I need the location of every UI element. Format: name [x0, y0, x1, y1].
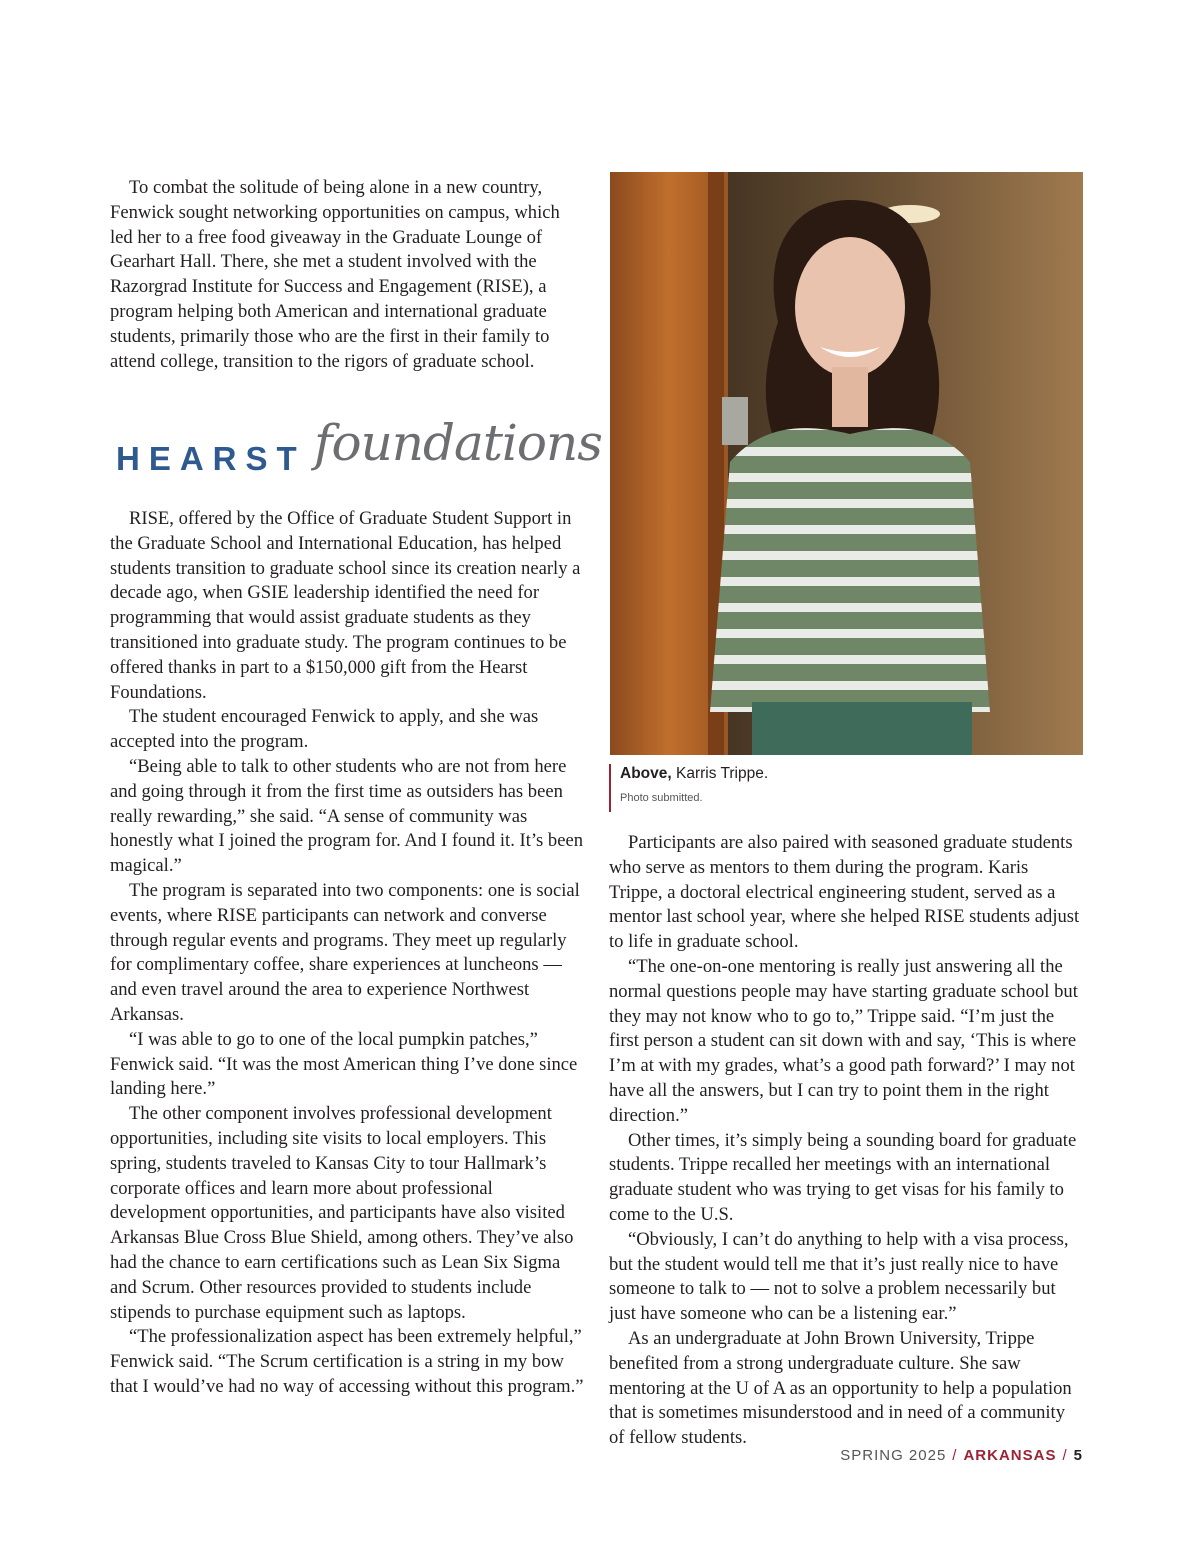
caption-text [620, 764, 768, 784]
paragraph: The other component involves professional development opportunities, including site visits to local employers. This spring, students traveled to Kansas City to tour Hallmark’s corporate offices and learn more about professional development opportunities, and participants have also visited Arkansas Blue Cross Blue Shield, among others. They’ve also had the chance to earn certifications such as Lean Six Sigma and Scrum. Other resources provided to students include stipends to purchase equipment such as laptops. [110, 1103, 574, 1323]
paragraph: The program is separated into two components: one is social events, where RISE participants can network and converse through regular events and programs. They meet up regularly for complimentary coffee, share experiences at luncheons — and even travel around the area to experience Northwest Arkansas. [110, 879, 580, 1025]
paragraph: To combat the solitude of being alone in a new country, Fenwick sought networking opportunities on campus, which led her to a free food giveaway in the Graduate Lounge of Gearhart Hall. There, she met a student involved with the Razorgrad Institute for Success and Engagement (RISE), a program helping both American and international graduate students, primarily those who are the first in their family to attend college, transition to the rigors of graduate school. [110, 177, 560, 372]
photo-caption [609, 764, 768, 812]
article-column-right [609, 831, 1085, 1451]
portrait-photo [610, 172, 1083, 755]
paragraph: Participants are also paired with seasoned graduate students who serve as mentors to them during the program. Karis Trippe, a doctoral electrical engineering student, served as a mentor last school year, where she helped RISE students adjust to life in graduate school. [609, 832, 1080, 953]
page-number: 5 [1073, 1447, 1083, 1464]
page-footer [840, 1447, 1083, 1464]
paragraph: Other times, it’s simply being a sounding board for graduate students. Trippe recalled her meetings with an international graduate student who was trying to get visas for his family to come to the U.S. [609, 1129, 1077, 1225]
article-column-left-top [110, 176, 584, 374]
caption-lead: Above, [620, 765, 672, 782]
issue-label: SPRING 2025 [840, 1447, 947, 1464]
paragraph: “The professionalization aspect has been extremely helpful,” Fenwick said. “The Scrum certification is a string in my bow that I would’ve had no way of accessing without this program.” [110, 1326, 584, 1397]
hearst-foundations-logo [116, 414, 602, 494]
paragraph: “Obviously, I can’t do anything to help with a visa process, but the student would tell me that it’s just really nice to have someone to talk to — not to solve a problem necessarily but just have someone who can be a listening ear.” [609, 1228, 1069, 1325]
photo-credit: Photo submitted. [620, 792, 703, 804]
logo-word-hearst: HEARST [116, 440, 306, 477]
footer-separator: / [952, 1447, 958, 1464]
magazine-name: ARKANSAS [963, 1447, 1057, 1464]
logo-word-foundations: foundations [314, 414, 602, 472]
paragraph: “Being able to talk to other students who are not from here and going through it from the first time as outsiders has been really rewarding,” she said. “A sense of community was honestly what I joined the program for. And I found it. It’s been magical.” [110, 755, 584, 877]
caption-subject: Karris Trippe. [671, 765, 769, 782]
paragraph: “I was able to go to one of the local pumpkin patches,” Fenwick said. “It was the most American thing I’ve done since landing here.” [110, 1028, 578, 1100]
paragraph: As an undergraduate at John Brown University, Trippe benefited from a strong undergraduate culture. She saw mentoring at the U of A as an opportunity to help a population that is sometimes misunderstood and in need of a community of fellow students. [609, 1327, 1072, 1449]
paragraph: “The one-on-one mentoring is really just answering all the normal questions people may have starting graduate school but they may not know who to go to,” Trippe said. “I’m just the first person a student can sit down with and say, ‘This is where I’m at with my grades, what’s a good path forward?’ I may not have all the answers, but I can try to point them in the right direction.” [609, 955, 1078, 1126]
paragraph: The student encouraged Fenwick to apply, and she was accepted into the program. [110, 706, 539, 753]
paragraph: RISE, offered by the Office of Graduate Student Support in the Graduate School and International Education, has helped students transition to graduate school since its creation nearly a decade ago, when GSIE leadership identified the need for programming that would assist graduate students as they transitioned into graduate study. The program continues to be offered thanks in part to a $150,000 gift from the Hearst Foundations. [110, 508, 581, 703]
footer-separator: / [1062, 1447, 1068, 1464]
article-column-left-bottom [110, 507, 584, 1400]
